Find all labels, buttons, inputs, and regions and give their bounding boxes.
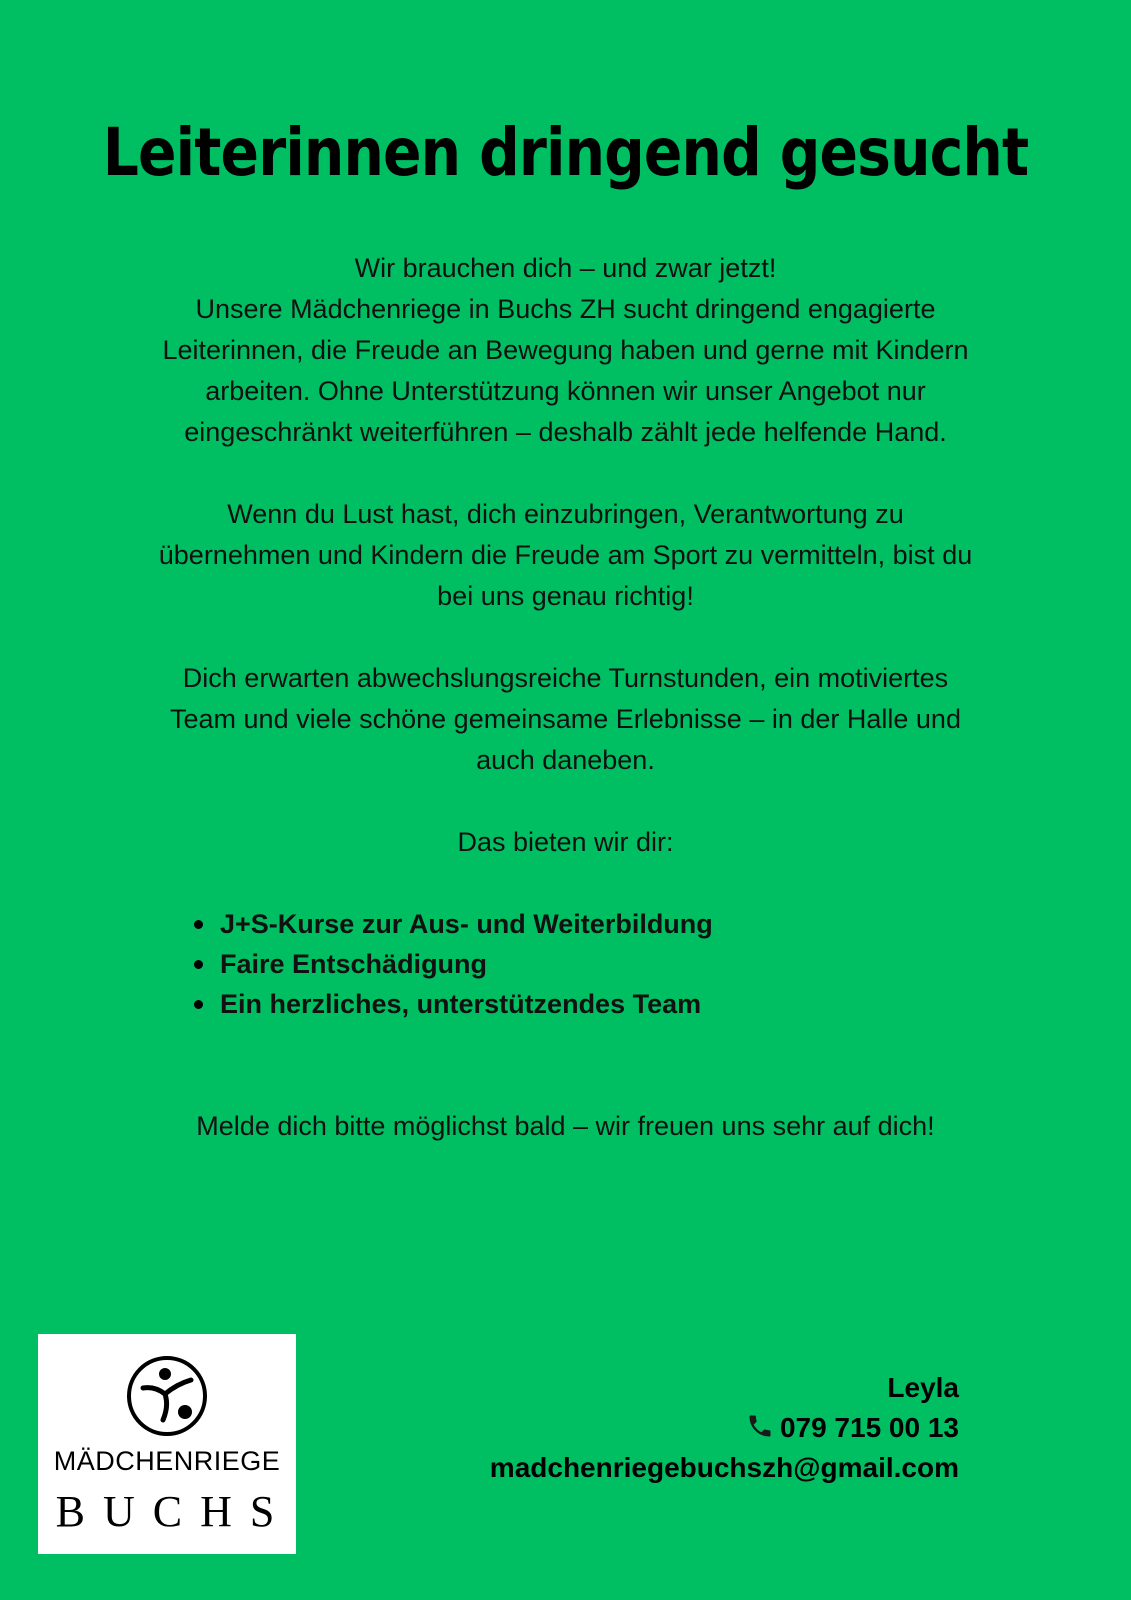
phone-icon [746, 1412, 774, 1440]
intro-paragraph: Unsere Mädchenriege in Buchs ZH sucht dringend engagierte Leiterinnen, die Freude an Bewegung haben und gerne mit Kindern arbeiten. Ohne Unterstützung können wir unser Angebot nur eingeschränkt weiterführen – deshalb zählt jede helfende Hand. [162, 294, 969, 447]
page-title: Leiterinnen dringend gesucht [102, 114, 1029, 191]
logo-text-line1: MÄDCHENRIEGE [53, 1446, 281, 1476]
spacer [155, 617, 976, 658]
gymnast-circle-icon [125, 1354, 209, 1438]
paragraph-2: Wenn du Lust hast, dich einzubringen, Verantwortung zu übernehmen und Kindern die Freude am Sport zu vermitteln, bist du bei uns genau richtig! [158, 499, 973, 611]
contact-email[interactable]: madchenriegebuchszh@gmail.com [489, 1452, 959, 1483]
paragraph-3: Dich erwarten abwechslungsreiche Turnstunden, ein motiviertes Team und viele schöne gemeinsame Erlebnisse – in der Halle und auch daneben. [170, 663, 961, 775]
spacer [155, 1024, 976, 1065]
benefits-list [190, 904, 1011, 1024]
spacer [155, 863, 976, 904]
bullet-icon [194, 960, 203, 969]
contact-phone[interactable]: 079 715 00 13 [779, 1412, 959, 1443]
spacer [155, 1065, 976, 1106]
contact-phone-row [490, 1408, 959, 1448]
logo-text-line2: BUCHS [55, 1487, 293, 1536]
intro-line: Wir brauchen dich – und zwar jetzt! [354, 253, 777, 283]
bullet-icon [194, 920, 203, 929]
closing-text: Melde dich bitte möglichst bald – wir freuen uns sehr auf dich! [196, 1111, 935, 1141]
list-item: Faire Entschädigung [190, 944, 1011, 984]
bullet-icon [194, 1000, 203, 1009]
list-item: Ein herzliches, unterstützendes Team [190, 984, 1011, 1024]
offer-heading: Das bieten wir dir: [457, 827, 674, 857]
spacer [155, 453, 976, 494]
logo [38, 1334, 296, 1554]
spacer [155, 781, 976, 822]
main-text [155, 248, 976, 1147]
contact-block [490, 1368, 959, 1488]
contact-name: Leyla [887, 1372, 959, 1403]
list-item: J+S-Kurse zur Aus- und Weiterbildung [190, 904, 1011, 944]
